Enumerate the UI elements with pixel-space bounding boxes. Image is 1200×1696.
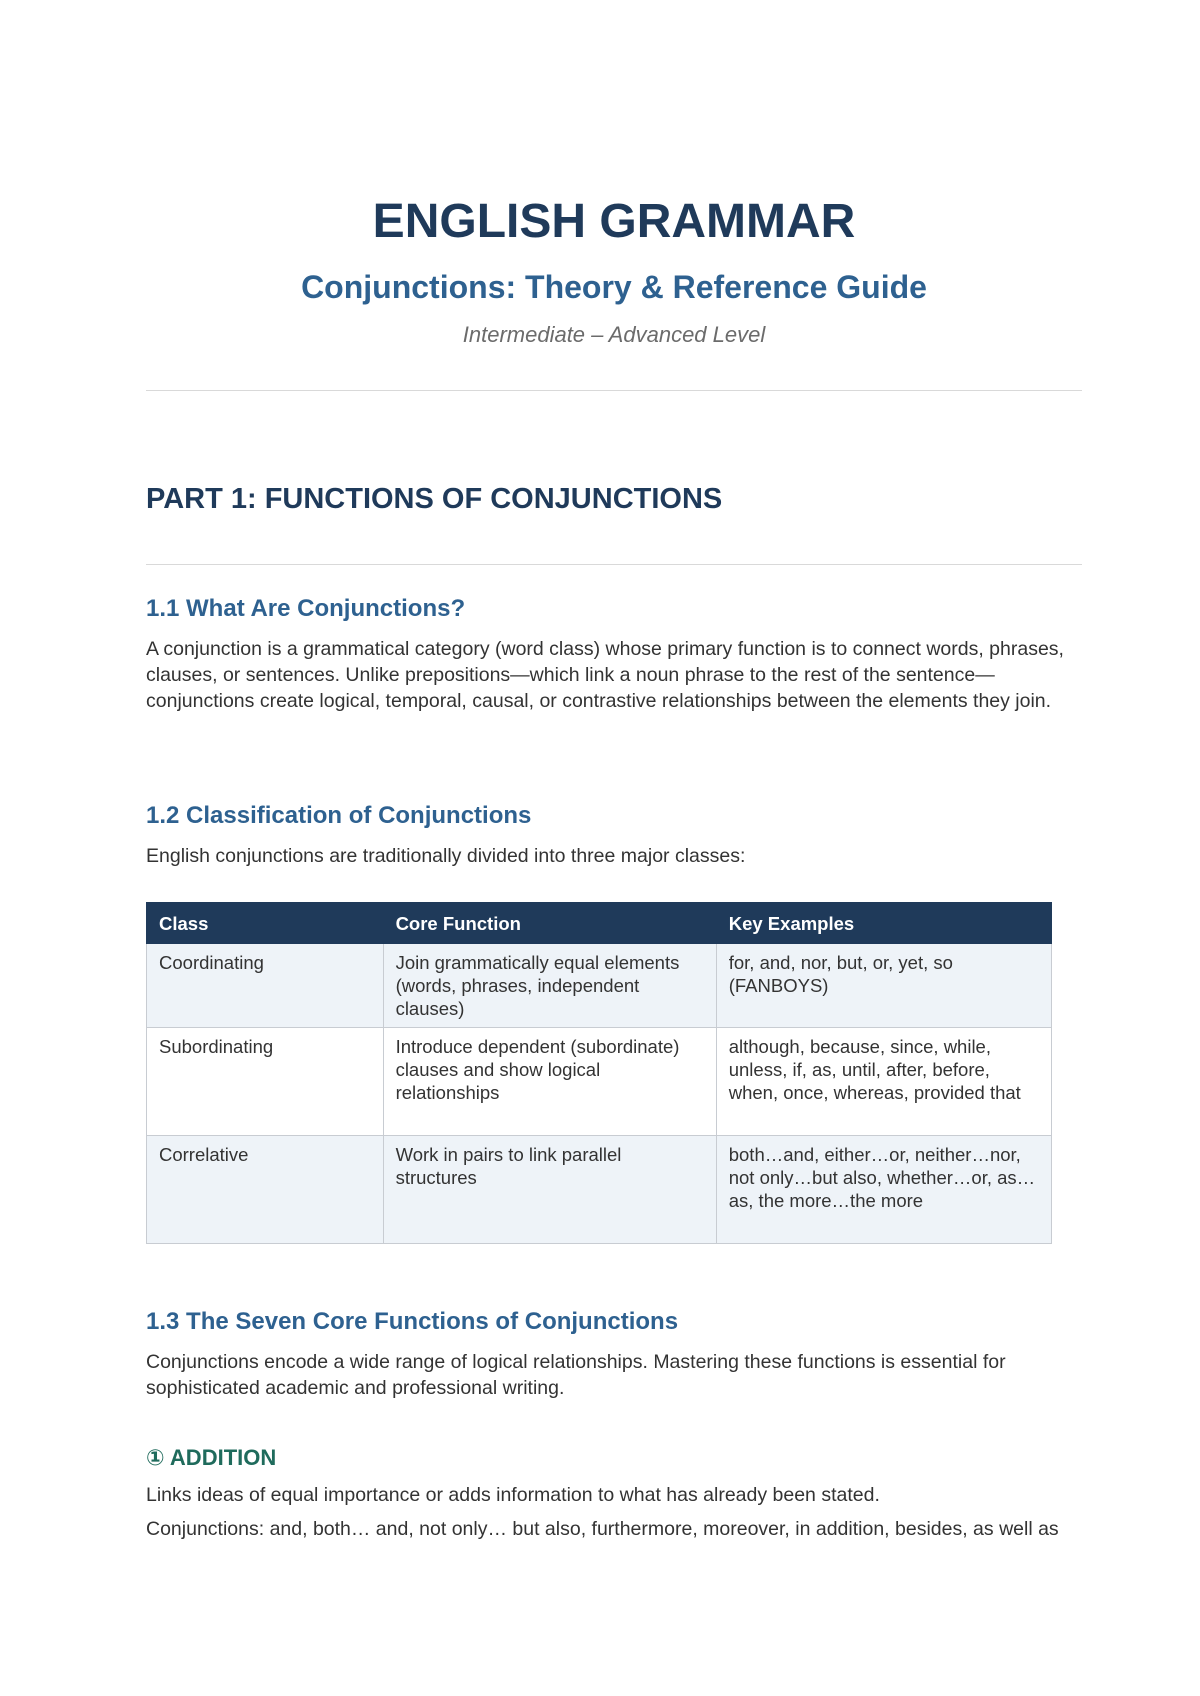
table-cell: Coordinating [147,944,384,1028]
table-cell: Correlative [147,1136,384,1244]
level-caption: Intermediate – Advanced Level [462,322,766,347]
document-title: ENGLISH GRAMMAR [372,195,856,248]
section-1-3-heading: 1.3 The Seven Core Functions of Conjunctions [146,1308,679,1335]
document-subtitle: Conjunctions: Theory & Reference Guide [301,269,927,305]
table-cell: Join grammatically equal elements (words, phrases, independent clauses) [383,944,716,1028]
table-row [147,1028,1052,1136]
table-header-cell: Class [147,903,384,944]
function-addition-description: Links ideas of equal importance or adds information to what has already been stated. [146,1484,880,1506]
function-addition-heading: ① ADDITION [146,1445,277,1470]
section-1-1-heading: 1.1 What Are Conjunctions? [146,595,466,622]
table-cell: for, and, nor, but, or, yet, so (FANBOYS) [716,944,1051,1028]
classification-table [146,902,1052,1244]
section-1-2-heading: 1.2 Classification of Conjunctions [146,802,532,829]
table-row [147,944,1052,1028]
table-cell: Work in pairs to link parallel structures [383,1136,716,1244]
section-1-2-intro: English conjunctions are traditionally divided into three major classes: [146,845,746,867]
table-cell: Subordinating [147,1028,384,1136]
table-cell: both…and, either…or, neither…nor, not only…but also, whether…or, as…as, the more…the more [716,1136,1051,1244]
function-addition-conjunctions: Conjunctions: and, both… and, not only… but also, furthermore, moreover, in addition, besides, as well as [146,1518,1059,1540]
table-cell: although, because, since, while, unless, if, as, until, after, before, when, once, whereas, provided that [716,1028,1051,1136]
table-header-cell: Key Examples [716,903,1051,944]
table-header-cell: Core Function [383,903,716,944]
title-divider [146,390,1082,391]
table-row [147,1136,1052,1244]
table-cell: Introduce dependent (subordinate) clauses and show logical relationships [383,1028,716,1136]
part-divider [146,564,1082,565]
section-1-1-body: A conjunction is a grammatical category (word class) whose primary function is to connect words, phrases, clauses, or sentences. Unlike prepositions—which link a noun phrase to the rest of the sentence—conjunctions create logical, temporal, causal, or contrastive relationships between the elements they join. [146,638,1064,712]
table-header-row [147,903,1052,944]
section-1-3-intro: Conjunctions encode a wide range of logical relationships. Mastering these functions is essential for sophisticated academic and professional writing. [146,1351,1006,1399]
part-1-heading: PART 1: FUNCTIONS OF CONJUNCTIONS [146,483,723,515]
